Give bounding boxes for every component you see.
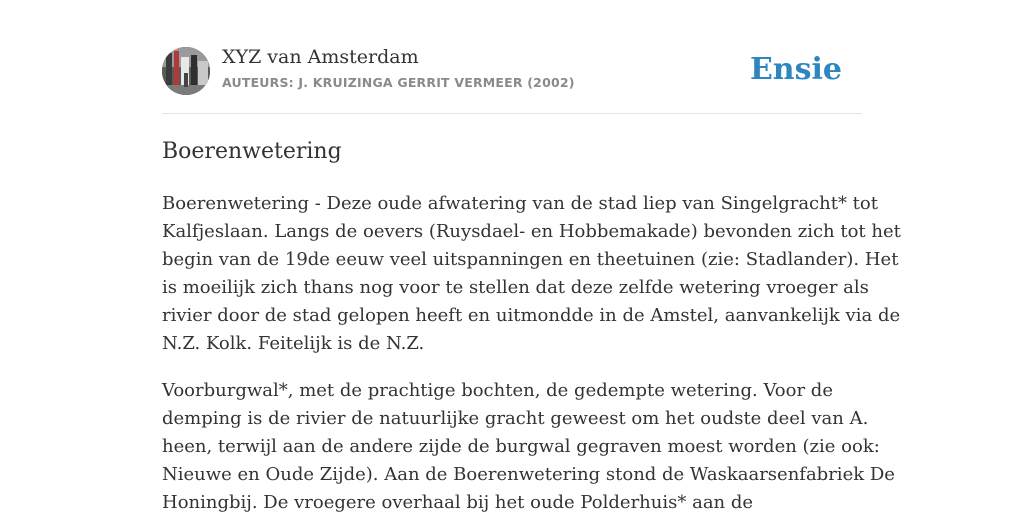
entry-paragraph: [162, 190, 901, 358]
text-line: Voorburgwal*, met de prachtige bochten, de gedempte wetering. Voor de: [162, 380, 833, 401]
book-authors: AUTEURS: J. KRUIZINGA GERRIT VERMEER (2002): [222, 75, 575, 90]
entry-title: Boerenwetering: [162, 139, 342, 164]
header-divider: [162, 113, 862, 114]
text-line: N.Z. Kolk. Feitelijk is de N.Z.: [162, 333, 425, 354]
book-cover-avatar[interactable]: [162, 47, 210, 95]
text-line: Kalfjeslaan. Langs de oevers (Ruysdael- en Hobbemakade) bevonden zich tot het: [162, 221, 901, 242]
book-header: [162, 46, 862, 98]
entry-body: [162, 190, 901, 512]
text-line: Boerenwetering - Deze oude afwatering van de stad liep van Singelgracht* tot: [162, 193, 878, 214]
text-line: Nieuwe en Oude Zijde). Aan de Boerenwetering stond de Waskaarsenfabriek De: [162, 464, 895, 485]
text-line: begin van de 19de eeuw veel uitspanningen en theetuinen (zie: Stadlander). Het: [162, 249, 899, 270]
street-photo-icon: [162, 47, 210, 95]
book-title[interactable]: XYZ van Amsterdam: [222, 46, 419, 68]
ensie-logo[interactable]: Ensie: [749, 52, 842, 87]
text-line: heen, terwijl aan de andere zijde de burgwal gegraven moest worden (zie ook:: [162, 436, 880, 457]
text-line: rivier door de stad gelopen heeft en uitmondde in de Amstel, aanvankelijk via de: [162, 305, 901, 326]
text-line: demping is de rivier de natuurlijke gracht geweest om het oudste deel van A.: [162, 408, 869, 429]
text-line: Honingbij. De vroegere overhaal bij het oude Polderhuis* aan de: [162, 492, 754, 512]
entry-paragraph: [162, 377, 895, 512]
text-line: is moeilijk zich thans nog voor te stellen dat deze zelfde wetering vroeger als: [162, 277, 869, 298]
